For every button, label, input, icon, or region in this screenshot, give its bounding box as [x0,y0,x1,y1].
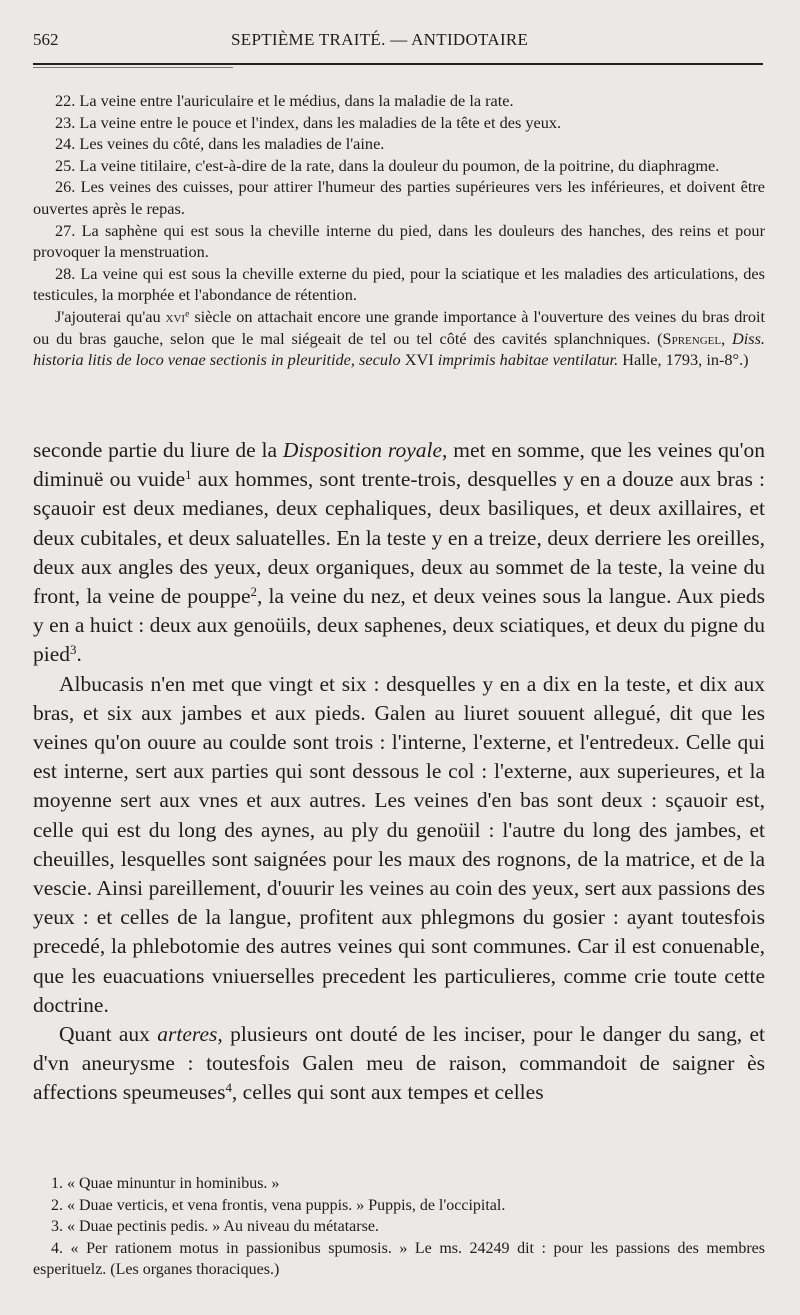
body-paragraph: seconde partie du liure de la Disposition royale, met en somme, que les veines qu'on diminuë ou vuide$^1$ aux hommes, sont trente-trois, desquelles y en a douze aux bras : sçauoir est deux medianes, deux cephaliques, deux basiliques, et deux axillaires, et deux cubitales, et deux saluatelles. En la teste y en a treize, deux derriere les oreilles, deux aux angles des yeux, deux organiques, deux au sommet de la teste, la veine du front, la veine de pouppe$^2$, la veine du nez, et deux veines sous la langue. Aux pieds y en a huict : deux aux genoüils, deux saphenes, deux sciatiques, et deux du pigne du pied$^3$. [33,438,765,667]
footnote: 3. « Duae pectinis pedis. » Au niveau du métatarse. [51,1218,379,1236]
main-text [33,436,765,1108]
list-item: 28. La veine qui est sous la cheville externe du pied, pour la sciatique et les maladies des articulations, des testicules, la morphée et l'abondance de rétention. [33,263,765,305]
list-item: 23. La veine entre le pouce et l'index, dans les maladies de la tête et des yeux. [55,112,562,132]
editor-commentary: J'ajouterai qu'au xvi$^e$ siècle on attachait encore une grande importance à l'ouverture des veines du bras droit ou du bras gauche, selon que le mal siégeait de tel ou tel côté des cavités splanchniques. (Sprengel, Diss. historia litis de loco venae sectionis in pleuritide, seculo XVI imprimis habitae ventilatur. Halle, 1793, in-8°.) [33,306,766,370]
header-rule [33,63,763,65]
list-item: 27. La saphène qui est sous la cheville interne du pied, dans les douleurs des hanches, des reins et pour provoquer la menstruation. [33,220,765,262]
running-title: SEPTIÈME TRAITÉ. — ANTIDOTAIRE [231,30,529,49]
list-item: 26. Les veines des cuisses, pour attirer l'humeur des parties supérieures vers les inférieures, et doivent être ouvertes après le repas. [33,177,765,218]
running-header [33,30,763,58]
numbered-vein-list [33,90,765,371]
page-number: 562 [33,30,59,49]
list-item: 22. La veine entre l'auriculaire et le médius, dans la maladie de la rate. [55,91,514,110]
list-item: 24. Les veines du côté, dans les maladies de l'aine. [55,134,385,154]
header-rule-thin [33,67,233,68]
footnote-ref: 4 [225,1081,232,1096]
footnote-ref: 3 [70,643,77,658]
list-item: 25. La veine titilaire, c'est-à-dire de la rate, dans la douleur du poumon, de la poitrine, du diaphragme. [55,155,720,175]
footnote: 1. « Quae minuntur in hominibus. » [51,1175,280,1192]
body-paragraph: Quant aux arteres, plusieurs ont douté de les inciser, pour le danger du sang, et d'vn aneurysme : toutesfois Galen meu de raison, commandoit de saigner ès affections speumeuses$^4$, celles qui sont aux tempes et celles [33,1022,765,1105]
footnote: 4. « Per rationem motus in passionibus spumosis. » Le ms. 24249 dit : pour les passions des membres esperituelz. (Les organes thoraciques.) [33,1239,765,1279]
footnotes [33,1173,765,1281]
footnote-ref: 1 [185,468,192,483]
body-paragraph: Albucasis n'en met que vingt et six : desquelles y en a dix en la teste, et dix aux bras, et six aux jambes et aux pieds. Galen au liuret souuent allegué, dit que les veines qu'on ouure au coulde sont trois : l'interne, l'externe, et l'entredeux. Celle qui est interne, sert aux parties qui sont dessous le col : l'externe, aux superieures, et la moyenne sert aux vnes et aux autres. Les veines d'en bas sont deux : sçauoir est, celle qui est du long des aynes, au ply du genoüil : l'autre du long des jambes, et cheuilles, lesquelles sont saignées pour les maux des rognons, de la matrice, et de la vescie. Ainsi pareillement, d'ouurir les veines au coin des yeux, sert aux passions des yeux : et celles de la langue, profitent aux phlegmons du gosier : ayant toutesfois precedé, la phlebotomie des autres veines qui sont communes. Car il est conuenable, que les euacuations vniuerselles precedent les particulieres, comme crie toute cette doctrine. [33,671,765,1017]
footnote: 2. « Duae verticis, et vena frontis, vena puppis. » Puppis, de l'occipital. [51,1196,506,1214]
footnote-ref: 2 [250,584,257,599]
